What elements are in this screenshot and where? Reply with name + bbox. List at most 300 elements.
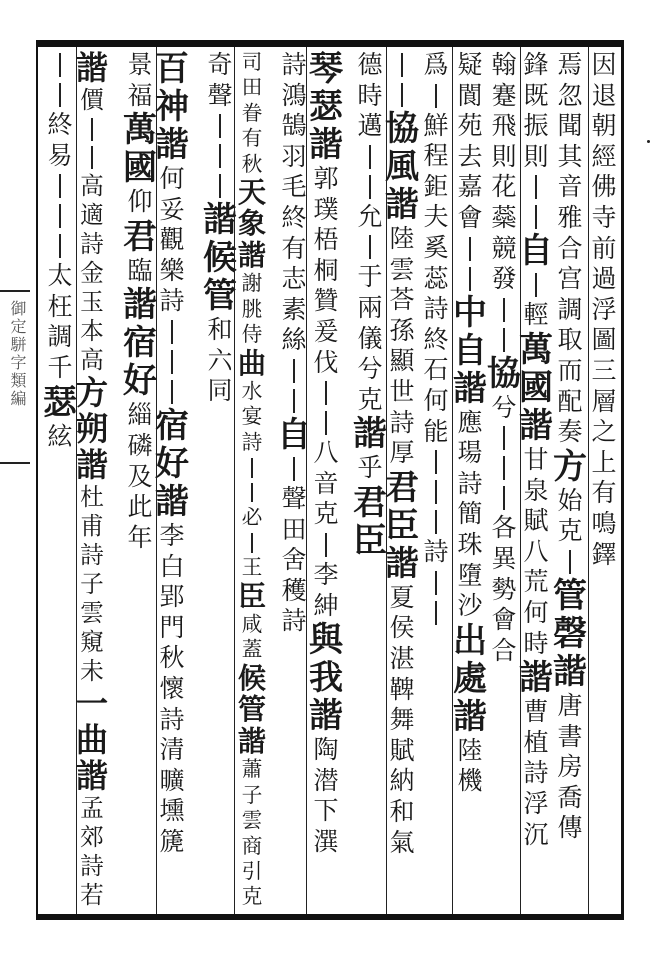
character: 高 xyxy=(80,345,104,374)
character: 曠 xyxy=(159,765,185,795)
repeat-mark xyxy=(171,380,173,404)
character: 天 xyxy=(237,175,267,209)
character: 時 xyxy=(523,628,549,658)
character: 八 xyxy=(313,438,339,468)
column-rule xyxy=(520,47,521,914)
character: 我 xyxy=(309,658,343,699)
character: 一 xyxy=(75,684,109,723)
character: 書 xyxy=(557,721,583,751)
character: 潠 xyxy=(313,826,339,856)
character: 則 xyxy=(491,141,517,171)
character: 朝 xyxy=(591,111,617,141)
character: 妥 xyxy=(159,194,185,224)
character: 李 xyxy=(313,559,339,589)
character: 田 xyxy=(241,75,263,100)
character: 司 xyxy=(241,50,263,74)
character: 詩 xyxy=(159,704,185,734)
repeat-mark xyxy=(59,174,61,198)
character: 方 xyxy=(75,373,109,412)
character: 萬 xyxy=(123,110,157,151)
character: 樂 xyxy=(159,255,185,285)
character: 傳 xyxy=(557,813,583,843)
character: 諧 xyxy=(155,481,189,522)
repeat-mark xyxy=(59,53,61,77)
character: 終 xyxy=(423,324,449,354)
character: 穫 xyxy=(281,575,307,605)
character: 郊 xyxy=(80,822,104,851)
character: 合 xyxy=(491,635,517,665)
character: 磬 xyxy=(553,613,587,654)
repeat-mark xyxy=(59,204,61,228)
repeat-mark xyxy=(401,53,403,77)
repeat-mark xyxy=(503,486,505,510)
character: 唐 xyxy=(557,690,583,720)
character: 杜 xyxy=(80,482,104,511)
repeat-mark xyxy=(435,450,437,474)
character: 鋒 xyxy=(523,50,549,79)
character: 方 xyxy=(553,446,587,487)
character: 則 xyxy=(523,141,549,171)
character: 蓋 xyxy=(241,637,263,662)
character: 若 xyxy=(80,880,104,909)
character: 宿 xyxy=(155,405,189,446)
repeat-mark xyxy=(369,175,371,199)
character: 蕊 xyxy=(423,263,449,293)
character: 克 xyxy=(313,499,339,529)
repeat-mark xyxy=(219,174,221,198)
repeat-mark xyxy=(251,483,253,503)
character: 音 xyxy=(557,172,583,202)
repeat-mark xyxy=(171,350,173,374)
character: 調 xyxy=(557,294,583,324)
character: 陶 xyxy=(313,735,339,765)
character: 宴 xyxy=(241,404,263,429)
character: 絃 xyxy=(47,421,73,451)
repeat-mark xyxy=(435,480,437,504)
character: 蕭 xyxy=(241,757,263,782)
character: 聲 xyxy=(281,483,307,513)
character: 白 xyxy=(159,551,185,581)
character: 瑟 xyxy=(43,382,77,423)
character: 諧 xyxy=(123,285,157,326)
character: 何 xyxy=(159,164,185,193)
character: 程 xyxy=(423,141,449,171)
character: 出 xyxy=(453,620,487,661)
character: 有 xyxy=(591,478,617,508)
character: 厚 xyxy=(389,438,415,468)
character: 鮮 xyxy=(423,110,449,140)
character: 賦 xyxy=(523,506,549,536)
character: 鞞 xyxy=(389,674,415,704)
character: 能 xyxy=(423,416,449,446)
character: 此 xyxy=(127,492,153,522)
character: 奇 xyxy=(207,50,233,79)
repeat-mark xyxy=(369,235,371,259)
character: 克 xyxy=(557,516,583,546)
character: 曹 xyxy=(523,697,549,727)
character: 福 xyxy=(127,80,153,110)
character: 仰 xyxy=(127,187,153,217)
character: 六 xyxy=(207,345,233,375)
character: 水 xyxy=(241,379,263,404)
character: 金 xyxy=(80,258,104,287)
repeat-mark xyxy=(469,237,471,261)
character: 國 xyxy=(519,367,553,408)
character: 始 xyxy=(557,485,583,515)
character: 郭 xyxy=(313,164,339,193)
character: 曲 xyxy=(75,720,109,759)
character: 閬 xyxy=(457,80,483,110)
character: 墮 xyxy=(457,560,483,590)
character: 清 xyxy=(159,735,185,765)
repeat-mark xyxy=(503,426,505,450)
column-rule xyxy=(386,47,387,914)
character: 奚 xyxy=(423,232,449,262)
character: 千 xyxy=(47,352,73,382)
character: 子 xyxy=(80,569,104,598)
character: 眷 xyxy=(241,100,263,125)
character: 瑟 xyxy=(309,87,343,127)
character: 國 xyxy=(123,148,157,189)
repeat-mark xyxy=(503,298,505,322)
character: 高 xyxy=(80,171,104,200)
character: 百 xyxy=(155,49,189,89)
character: 泉 xyxy=(523,475,549,505)
character: 夏 xyxy=(389,582,415,612)
character: 潜 xyxy=(313,765,339,795)
character: 陸 xyxy=(457,735,483,765)
character: 兮 xyxy=(491,392,517,422)
column-rule xyxy=(76,47,77,914)
character: 諧 xyxy=(353,414,387,455)
character: 配 xyxy=(557,386,583,416)
character: 諧 xyxy=(203,200,237,241)
character: 各 xyxy=(491,513,517,543)
character: 孫 xyxy=(389,315,415,345)
text-column xyxy=(584,50,624,912)
character: 本 xyxy=(80,316,104,345)
character: 浮 xyxy=(523,788,549,818)
character: 秋 xyxy=(159,643,185,673)
repeat-mark xyxy=(535,273,537,297)
character: 甘 xyxy=(523,444,549,474)
character: 同 xyxy=(207,376,233,406)
text-column xyxy=(274,50,314,912)
character: 諧 xyxy=(75,445,109,484)
character: 朔 xyxy=(75,409,109,448)
character: 玉 xyxy=(80,287,104,316)
character: 神 xyxy=(155,87,189,127)
character: 梧 xyxy=(313,225,339,255)
character: 既 xyxy=(523,80,549,110)
character: 和 xyxy=(207,315,233,345)
character: 鴻 xyxy=(281,80,307,110)
character: 自 xyxy=(519,231,553,272)
text-column xyxy=(350,50,390,912)
character: 子 xyxy=(241,782,263,807)
repeat-mark xyxy=(171,320,173,344)
text-column xyxy=(416,50,456,912)
character: 會 xyxy=(457,202,483,232)
character: 桐 xyxy=(313,255,339,285)
character: 賦 xyxy=(389,735,415,765)
character: 引 xyxy=(241,858,263,883)
character: 德 xyxy=(357,50,383,79)
repeat-mark xyxy=(293,457,295,481)
character: 納 xyxy=(389,766,415,796)
character: 鳴 xyxy=(591,508,617,538)
character: 諧 xyxy=(453,696,487,737)
character: 好 xyxy=(155,443,189,484)
character: 諧 xyxy=(237,238,267,272)
character: 其 xyxy=(557,141,583,171)
character: 紳 xyxy=(313,590,339,620)
repeat-mark xyxy=(503,328,505,352)
character: 蘂 xyxy=(491,202,517,232)
character: 贊 xyxy=(313,286,339,316)
repeat-mark xyxy=(325,411,327,435)
character: 璞 xyxy=(313,194,339,224)
column-rule xyxy=(306,47,307,914)
character: 諧 xyxy=(519,405,553,446)
character: 詩 xyxy=(457,468,483,498)
character: 價 xyxy=(80,86,104,114)
character: 舞 xyxy=(389,705,415,735)
character: 君 xyxy=(385,467,419,508)
character: 會 xyxy=(491,605,517,635)
character: 音 xyxy=(313,468,339,498)
character: 上 xyxy=(591,447,617,477)
character: 忽 xyxy=(557,80,583,110)
character: 詩 xyxy=(159,286,185,316)
character: 瑒 xyxy=(457,438,483,468)
repeat-mark xyxy=(251,533,253,553)
character: 過 xyxy=(591,264,617,294)
repeat-mark xyxy=(325,381,327,405)
character: 年 xyxy=(127,522,153,552)
character: 諧 xyxy=(155,125,189,165)
character: 經 xyxy=(591,141,617,171)
repeat-mark xyxy=(435,601,437,625)
character: 宿 xyxy=(123,323,157,364)
character: 未 xyxy=(80,656,104,685)
character: 鉅 xyxy=(423,171,449,201)
character: 懷 xyxy=(159,673,185,703)
repeat-mark xyxy=(435,84,437,108)
character: 田 xyxy=(281,514,307,544)
character: 浮 xyxy=(591,294,617,324)
character: 詩 xyxy=(281,606,307,636)
character: 氣 xyxy=(389,827,415,857)
character: 終 xyxy=(47,110,73,139)
character: 中 xyxy=(453,292,487,333)
character: 石 xyxy=(423,355,449,385)
character: 湛 xyxy=(389,643,415,673)
character: 管 xyxy=(203,276,237,317)
character: 管 xyxy=(237,693,267,727)
character: 去 xyxy=(457,141,483,171)
repeat-mark xyxy=(219,114,221,138)
character: 雅 xyxy=(557,202,583,232)
character: 協 xyxy=(487,353,521,394)
character: 諧 xyxy=(385,543,419,584)
character: 時 xyxy=(357,80,383,110)
character: 輕 xyxy=(523,300,549,330)
character: 花 xyxy=(491,172,517,202)
character: 風 xyxy=(385,147,419,187)
character: 允 xyxy=(357,201,383,231)
character: 合 xyxy=(557,233,583,263)
character: 克 xyxy=(241,884,263,909)
character: 素 xyxy=(281,294,307,324)
character: 象 xyxy=(237,207,267,241)
text-column xyxy=(120,50,160,912)
character: 沉 xyxy=(523,819,549,849)
character: 王 xyxy=(241,555,263,580)
character: 孟 xyxy=(80,793,104,822)
character: 管 xyxy=(553,575,587,616)
character: 協 xyxy=(385,109,419,149)
repeat-mark xyxy=(369,145,371,169)
character: 翰 xyxy=(491,50,517,79)
character: 鐸 xyxy=(591,539,617,569)
character: 與 xyxy=(309,620,343,661)
character: 蹇 xyxy=(491,80,517,110)
repeat-mark xyxy=(401,83,403,107)
character: 侯 xyxy=(389,613,415,643)
character: 毛 xyxy=(281,172,307,202)
character: 有 xyxy=(281,233,307,263)
character: 克 xyxy=(357,384,383,414)
character: 詩 xyxy=(80,229,104,258)
character: 自 xyxy=(453,330,487,371)
character: 詩 xyxy=(241,429,263,454)
character: 諧 xyxy=(237,724,267,758)
repeat-mark xyxy=(435,571,437,595)
character: 伐 xyxy=(313,347,339,377)
repeat-mark xyxy=(59,234,61,258)
repeat-mark xyxy=(503,456,505,480)
character: 有 xyxy=(241,126,263,151)
character: 房 xyxy=(557,752,583,782)
character: 觀 xyxy=(159,225,185,255)
character: 乎 xyxy=(357,453,383,483)
character: 珠 xyxy=(457,529,483,559)
character: 取 xyxy=(557,325,583,355)
character: 之 xyxy=(591,417,617,447)
character: 兮 xyxy=(357,354,383,384)
character: 諧 xyxy=(519,658,553,699)
character: 前 xyxy=(591,233,617,263)
character: 儀 xyxy=(357,323,383,353)
character: 詩 xyxy=(80,540,104,569)
character: 萬 xyxy=(519,329,553,370)
character: 臣 xyxy=(237,579,267,613)
character: 顯 xyxy=(389,346,415,376)
character: 咸 xyxy=(241,612,263,637)
repeat-mark xyxy=(293,359,295,383)
character: 秋 xyxy=(241,151,263,176)
repeat-mark xyxy=(251,458,253,478)
character: 佛 xyxy=(591,172,617,202)
character: 侍 xyxy=(241,322,263,347)
character: 何 xyxy=(423,385,449,415)
text-column xyxy=(450,50,490,912)
speck xyxy=(647,140,650,143)
text-column xyxy=(40,50,80,912)
character: 君 xyxy=(353,482,387,523)
character: 機 xyxy=(457,766,483,796)
repeat-mark xyxy=(91,118,93,141)
character: 世 xyxy=(389,376,415,406)
character: 雲 xyxy=(389,254,415,284)
character: 而 xyxy=(557,355,583,385)
character: 諧 xyxy=(75,756,109,795)
character: 荅 xyxy=(389,285,415,315)
character: 層 xyxy=(591,386,617,416)
repeat-mark xyxy=(569,550,571,574)
character: 嘉 xyxy=(457,172,483,202)
character: 聲 xyxy=(207,80,233,110)
character: 八 xyxy=(523,536,549,566)
character: 太 xyxy=(47,261,73,291)
character: 臣 xyxy=(353,520,387,561)
character: 宫 xyxy=(557,264,583,294)
character: 爲 xyxy=(423,50,449,79)
character: 和 xyxy=(389,796,415,826)
character: 自 xyxy=(277,414,311,455)
character: 振 xyxy=(523,111,549,141)
repeat-mark xyxy=(325,533,327,557)
character: 陸 xyxy=(389,224,415,253)
character: 甫 xyxy=(80,511,104,540)
character: 勢 xyxy=(491,574,517,604)
character: 臣 xyxy=(385,505,419,546)
character: 景 xyxy=(127,50,153,79)
character: 枉 xyxy=(47,291,73,321)
character: 諧 xyxy=(453,368,487,409)
repeat-mark xyxy=(535,205,537,229)
character: 商 xyxy=(241,833,263,858)
repeat-mark xyxy=(219,144,221,168)
character: 夫 xyxy=(423,202,449,232)
character: 詩 xyxy=(523,758,549,788)
character: 易 xyxy=(47,140,73,170)
character: 雲 xyxy=(80,598,104,627)
character: 諧 xyxy=(75,49,109,87)
character: 競 xyxy=(491,233,517,263)
character: 羽 xyxy=(281,141,307,171)
character: 壎 xyxy=(159,796,185,826)
character: 下 xyxy=(313,796,339,826)
character: 因 xyxy=(591,50,617,79)
character: 處 xyxy=(453,658,487,699)
character: 謝 xyxy=(241,271,263,296)
character: 詩 xyxy=(281,50,307,79)
repeat-mark xyxy=(535,175,537,199)
character: 飛 xyxy=(491,111,517,141)
character: 爰 xyxy=(313,316,339,346)
character: 絲 xyxy=(281,325,307,355)
repeat-mark xyxy=(469,267,471,291)
character: 諧 xyxy=(309,696,343,737)
character: 朓 xyxy=(241,296,263,321)
character: 臨 xyxy=(127,255,153,285)
character: 異 xyxy=(491,543,517,573)
character: 諧 xyxy=(553,651,587,692)
character: 疑 xyxy=(457,50,483,79)
character: 退 xyxy=(591,80,617,110)
